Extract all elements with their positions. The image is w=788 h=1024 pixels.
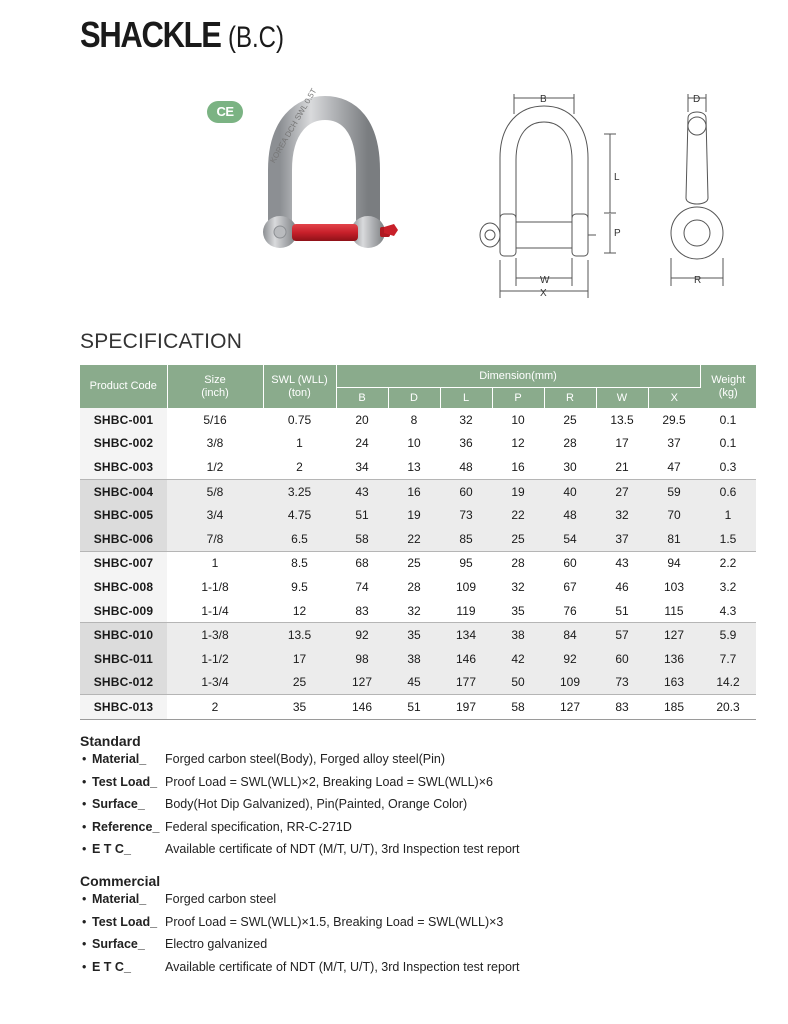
table-cell: 68 (355, 556, 369, 571)
table-cell: 1-1/8 (201, 579, 229, 594)
standard-title: Standard (80, 733, 141, 749)
table-cell: 43 (615, 556, 629, 571)
table-cell: 57 (596, 623, 648, 647)
table-cell: 2 (167, 695, 263, 720)
table-cell: 92 (336, 623, 388, 647)
spec-item (82, 937, 268, 951)
dim-label-r: R (694, 275, 702, 286)
table-cell: 1-1/2 (167, 647, 263, 671)
table-cell: 3/8 (206, 436, 224, 451)
spec-table-body (80, 408, 756, 719)
table-cell: 38 (492, 623, 544, 647)
table-cell: 51 (596, 599, 648, 623)
table-cell: 13 (388, 455, 440, 479)
item-label: Test Load_ (92, 774, 158, 789)
table-row (80, 575, 756, 599)
table-cell: 4.3 (700, 599, 756, 623)
table-cell: 59 (648, 479, 700, 503)
spec-item (82, 892, 277, 906)
table-cell: 35 (492, 599, 544, 623)
table-cell: 4.75 (263, 503, 336, 527)
table-cell: 83 (336, 599, 388, 623)
table-cell: 43 (336, 479, 388, 503)
table-cell: 45 (388, 671, 440, 695)
title-main: SHACKLE (80, 14, 221, 55)
item-label: E T C_ (92, 842, 131, 856)
table-cell: 5.9 (700, 623, 756, 647)
table-cell: 3.2 (719, 579, 737, 594)
header-dim-x: X (648, 388, 700, 409)
table-cell: 38 (388, 647, 440, 671)
table-cell: 74 (355, 579, 369, 594)
table-cell: 16 (492, 455, 544, 479)
table-cell: 1.5 (700, 527, 756, 551)
header-dim-w: W (596, 388, 648, 409)
table-cell: 73 (596, 671, 648, 695)
table-cell: 35 (263, 695, 336, 720)
item-value: Available certificate of NDT (M/T, U/T), 3rd Inspection test report (165, 959, 520, 974)
table-cell: 10 (511, 412, 525, 427)
table-cell: 136 (648, 647, 700, 671)
table-cell: 32 (388, 599, 440, 623)
header-dimension: Dimension(mm) (336, 365, 700, 388)
table-cell: 13.5 (263, 623, 336, 647)
table-cell: 146 (440, 647, 492, 671)
table-cell: 13.5 (610, 412, 634, 427)
spec-item (82, 774, 493, 789)
table-cell: 92 (544, 647, 596, 671)
spec-table (80, 365, 756, 720)
table-cell: 14.2 (700, 671, 756, 695)
table-row (80, 695, 756, 720)
table-row (80, 599, 756, 623)
table-cell: 34 (336, 455, 388, 479)
item-value: Forged carbon steel (165, 892, 277, 906)
product-code-cell: SHBC-013 (80, 695, 167, 720)
table-cell: 46 (615, 579, 629, 594)
table-row (80, 432, 756, 456)
specification-heading: SPECIFICATION (80, 330, 243, 353)
header-dim-b: B (336, 388, 388, 409)
spec-item (82, 819, 352, 834)
table-cell: 32 (511, 579, 525, 594)
table-cell: 127 (648, 623, 700, 647)
table-cell: 95 (459, 556, 473, 571)
item-label: Surface_ (92, 937, 145, 951)
item-label: Material_ (92, 892, 147, 906)
table-cell: 22 (388, 527, 440, 551)
table-cell: 2 (263, 455, 336, 479)
table-cell: 1 (296, 436, 303, 451)
table-cell: 36 (459, 436, 473, 451)
spec-item (82, 797, 468, 811)
table-row (80, 527, 756, 551)
table-cell: 17 (615, 436, 629, 451)
table-cell: 115 (648, 599, 700, 623)
table-cell: 1-1/4 (167, 599, 263, 623)
table-cell: 10 (407, 436, 421, 451)
bullet-icon: • (82, 892, 87, 906)
table-cell: 25 (407, 556, 421, 571)
table-row (80, 647, 756, 671)
table-cell: 20 (355, 412, 369, 427)
table-cell: 0.1 (719, 436, 737, 451)
product-code-cell: SHBC-001 (80, 408, 167, 432)
item-label: Test Load_ (92, 914, 158, 929)
shackle-side-drawing (648, 88, 748, 303)
item-value: Federal specification, RR-C-271D (165, 819, 352, 834)
header-dim-r: R (544, 388, 596, 409)
table-cell: 163 (648, 671, 700, 695)
header-weight: Weight (kg) (700, 365, 756, 408)
table-cell: 0.1 (719, 412, 737, 427)
bullet-icon: • (82, 937, 87, 951)
table-row (80, 623, 756, 647)
bullet-icon: • (82, 774, 87, 789)
table-cell: 7.7 (700, 647, 756, 671)
table-cell: 30 (544, 455, 596, 479)
header-dim-d: D (388, 388, 440, 409)
table-cell: 50 (492, 671, 544, 695)
dim-label-b: B (540, 94, 547, 105)
table-cell: 19 (492, 479, 544, 503)
table-cell: 6.5 (263, 527, 336, 551)
bullet-icon: • (82, 797, 87, 811)
header-swl: SWL (WLL) (ton) (263, 365, 336, 408)
product-code-cell: SHBC-004 (80, 479, 167, 503)
item-value: Forged carbon steel(Body), Forged alloy steel(Pin) (165, 752, 445, 766)
table-cell: 7/8 (167, 527, 263, 551)
table-cell: 177 (440, 671, 492, 695)
item-value: Body(Hot Dip Galvanized), Pin(Painted, Orange Color) (165, 797, 468, 811)
item-label: E T C_ (92, 959, 131, 974)
item-label: Reference_ (92, 819, 160, 834)
table-row (80, 408, 756, 432)
table-cell: 1 (211, 556, 219, 571)
dim-label-w: W (540, 275, 550, 286)
dim-label-d: D (693, 94, 701, 105)
table-row (80, 671, 756, 695)
spec-item (82, 959, 520, 974)
table-cell: 2.2 (719, 556, 737, 571)
table-cell: 19 (388, 503, 440, 527)
table-cell: 21 (596, 455, 648, 479)
table-cell: 54 (544, 527, 596, 551)
table-row (80, 455, 756, 479)
table-cell: 5/16 (203, 412, 227, 427)
table-cell: 5/8 (167, 479, 263, 503)
product-code-cell: SHBC-011 (80, 647, 167, 671)
item-value: Available certificate of NDT (M/T, U/T), 3rd Inspection test report (165, 842, 520, 856)
table-cell: 81 (648, 527, 700, 551)
product-code-cell: SHBC-009 (80, 599, 167, 623)
item-label: Surface_ (92, 797, 145, 811)
table-cell: 0.75 (287, 412, 312, 427)
table-cell: 16 (388, 479, 440, 503)
table-cell: 3/4 (167, 503, 263, 527)
dim-label-l: L (614, 172, 620, 183)
commercial-title: Commercial (80, 873, 161, 889)
product-code-cell: SHBC-008 (80, 575, 167, 599)
bullet-icon: • (82, 842, 87, 856)
table-cell: 98 (336, 647, 388, 671)
product-code-cell: SHBC-005 (80, 503, 167, 527)
table-cell: 25 (263, 671, 336, 695)
table-cell: 1-3/4 (167, 671, 263, 695)
table-cell: 20.3 (700, 695, 756, 720)
table-cell: 35 (388, 623, 440, 647)
table-cell: 94 (667, 556, 681, 571)
table-row (80, 479, 756, 503)
table-cell: 37 (667, 436, 681, 451)
shackle-photo (258, 86, 403, 270)
table-cell: 1/2 (167, 455, 263, 479)
table-cell: 0.6 (700, 479, 756, 503)
table-cell: 197 (440, 695, 492, 720)
table-cell: 127 (544, 695, 596, 720)
table-cell: 185 (648, 695, 700, 720)
table-cell: 109 (544, 671, 596, 695)
header-dim-p: P (492, 388, 544, 409)
table-cell: 58 (492, 695, 544, 720)
table-cell: 25 (563, 412, 577, 427)
header-size: Size (inch) (167, 365, 263, 408)
table-cell: 0.3 (700, 455, 756, 479)
spec-item (82, 752, 445, 766)
table-cell: 17 (263, 647, 336, 671)
table-cell: 28 (407, 579, 421, 594)
table-cell: 29.5 (662, 412, 686, 427)
bullet-icon: • (82, 914, 87, 929)
dim-label-x: X (540, 288, 547, 299)
product-code-cell: SHBC-012 (80, 671, 167, 695)
table-cell: 70 (648, 503, 700, 527)
item-value: Proof Load = SWL(WLL)×1.5, Breaking Load = SWL(WLL)×3 (165, 914, 504, 929)
table-cell: 8.5 (291, 556, 308, 571)
table-cell: 85 (440, 527, 492, 551)
table-cell: 9.5 (291, 579, 308, 594)
table-row (80, 503, 756, 527)
table-cell: 60 (563, 556, 577, 571)
table-cell: 127 (336, 671, 388, 695)
table-cell: 32 (459, 412, 473, 427)
table-cell: 1 (700, 503, 756, 527)
spec-item (82, 914, 504, 929)
table-cell: 32 (596, 503, 648, 527)
bullet-icon: • (82, 752, 87, 766)
table-cell: 27 (596, 479, 648, 503)
product-code-cell: SHBC-010 (80, 623, 167, 647)
table-cell: 1-3/8 (167, 623, 263, 647)
table-cell: 28 (511, 556, 525, 571)
item-label: Material_ (92, 752, 147, 766)
shackle-imprint: KOREA DCH SWL 0.5T (268, 86, 319, 165)
table-cell: 25 (492, 527, 544, 551)
table-cell: 3.25 (263, 479, 336, 503)
ce-mark-icon: CE (207, 101, 243, 123)
table-cell: 12 (263, 599, 336, 623)
table-cell: 83 (596, 695, 648, 720)
table-cell: 109 (455, 579, 477, 594)
table-cell: 28 (563, 436, 577, 451)
table-cell: 73 (440, 503, 492, 527)
bullet-icon: • (82, 959, 87, 974)
table-cell: 60 (440, 479, 492, 503)
table-cell: 103 (663, 579, 685, 594)
table-cell: 76 (544, 599, 596, 623)
page-title (80, 14, 298, 62)
table-cell: 40 (544, 479, 596, 503)
product-code-cell: SHBC-002 (80, 432, 167, 456)
table-cell: 22 (492, 503, 544, 527)
table-cell: 12 (511, 436, 525, 451)
dim-label-p: P (614, 228, 621, 239)
table-row (80, 551, 756, 575)
title-sub: (B.C) (228, 21, 284, 54)
table-cell: 60 (596, 647, 648, 671)
table-cell: 134 (440, 623, 492, 647)
product-code-cell: SHBC-003 (80, 455, 167, 479)
header-product-code: Product Code (80, 365, 167, 408)
table-cell: 67 (563, 579, 577, 594)
table-cell: 51 (336, 503, 388, 527)
table-cell: 84 (544, 623, 596, 647)
table-cell: 48 (440, 455, 492, 479)
table-cell: 8 (410, 412, 418, 427)
table-cell: 119 (440, 599, 492, 623)
table-cell: 48 (544, 503, 596, 527)
item-value: Electro galvanized (165, 937, 268, 951)
product-code-cell: SHBC-007 (80, 551, 167, 575)
table-cell: 24 (355, 436, 369, 451)
table-cell: 58 (336, 527, 388, 551)
item-value: Proof Load = SWL(WLL)×2, Breaking Load = SWL(WLL)×6 (165, 774, 493, 789)
bullet-icon: • (82, 819, 87, 834)
table-cell: 146 (336, 695, 388, 720)
table-cell: 47 (648, 455, 700, 479)
header-dim-l: L (440, 388, 492, 409)
shackle-front-drawing (470, 88, 620, 303)
product-code-cell: SHBC-006 (80, 527, 167, 551)
table-cell: 37 (596, 527, 648, 551)
table-cell: 42 (492, 647, 544, 671)
spec-item (82, 842, 520, 856)
table-cell: 51 (388, 695, 440, 720)
